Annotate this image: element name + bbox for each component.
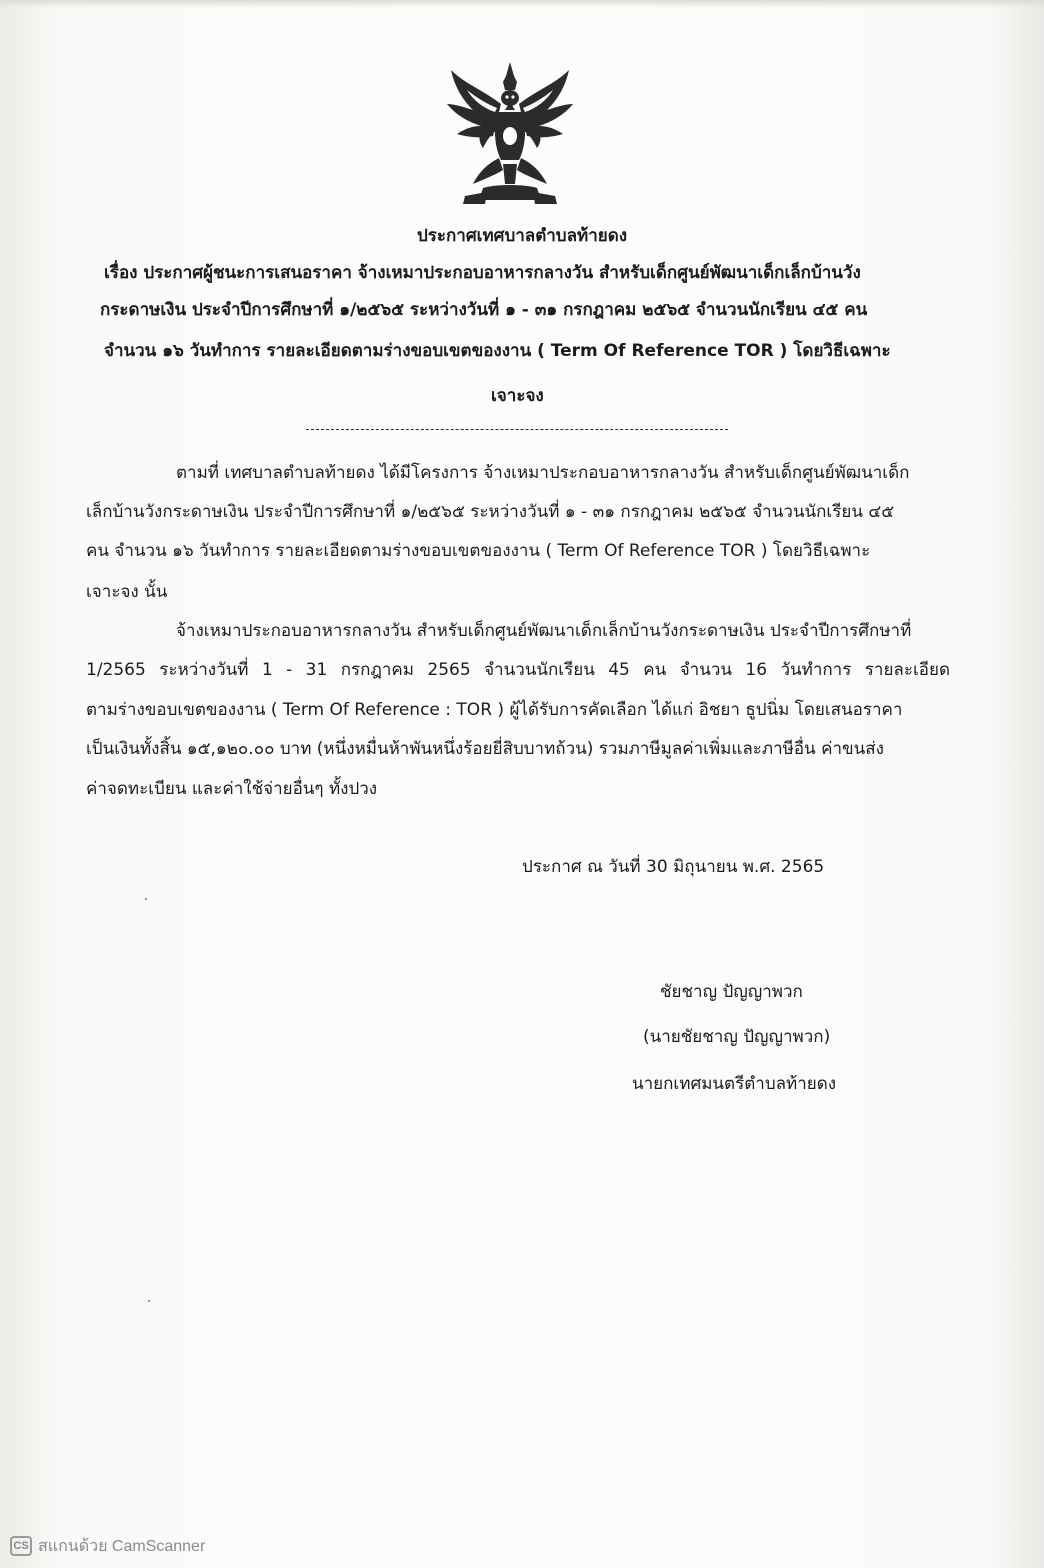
announcement-title: ประกาศเทศบาลตำบลท้ายดง — [416, 226, 628, 246]
paragraph2-line-5: ค่าจดทะเบียน และค่าใช้จ่ายอื่นๆ ทั้งปวง — [86, 779, 378, 799]
subject-line-4: เจาะจง — [491, 386, 544, 406]
subject-line-1: เรื่อง ประกาศผู้ชนะการเสนอราคา จ้างเหมาประกอบอาหารกลางวัน สำหรับเด็กศูนย์พัฒนาเด็กเล็กบ้านวัง — [104, 263, 861, 283]
divider-line — [306, 429, 728, 430]
camscanner-text: สแกนด้วย CamScanner — [38, 1537, 206, 1555]
scan-speck — [145, 898, 147, 900]
paragraph1-line-2: เล็กบ้านวังกระดาษเงิน ประจำปีการศึกษาที่ ๑/๒๕๖๕ ระหว่างวันที่ ๑ - ๓๑ กรกฎาคม ๒๕๖๕ จำนวนนักเรียน ๔๕ — [86, 502, 895, 522]
camscanner-logo-icon: CS — [10, 1536, 32, 1556]
paragraph2-line-2: 1/2565 ระหว่างวันที่ 1 - 31 กรกฎาคม 2565 จำนวนนักเรียน 45 คน จำนวน 16 วันทำการ รายละเอียด — [86, 660, 950, 680]
paragraph2-line-1: จ้างเหมาประกอบอาหารกลางวัน สำหรับเด็กศูนย์พัฒนาเด็กเล็กบ้านวังกระดาษเงิน ประจำปีการศึกษาที่ — [176, 621, 912, 641]
signature-name: ชัยชาญ ปัญญาพวก — [660, 982, 803, 1002]
paragraph2-line-3: ตามร่างขอบเขตของงาน ( Term Of Reference : TOR ) ผู้ได้รับการคัดเลือก ได้แก่ อิชยา ธูปนิ่ม โดยเสนอราคา — [86, 700, 903, 720]
paragraph2-line-2-wrap — [86, 656, 950, 683]
subject-line-2: กระดาษเงิน ประจำปีการศึกษาที่ ๑/๒๕๖๕ ระหว่างวันที่ ๑ - ๓๑ กรกฎาคม ๒๕๖๕ จำนวนนักเรียน ๔๕ คน — [100, 300, 868, 320]
signature-full-name: (นายชัยชาญ ปัญญาพวก) — [643, 1027, 831, 1047]
paragraph2-line-4: เป็นเงินทั้งสิ้น ๑๕,๑๒๐.๐๐ บาท (หนึ่งหมื่นห้าพันหนึ่งร้อยยี่สิบบาทถ้วน) รวมภาษีมูลค่าเพิ่มและภาษีอื่น ค่าขนส่ง — [86, 739, 884, 759]
paragraph1-line-1: ตามที่ เทศบาลตำบลท้ายดง ได้มีโครงการ จ้างเหมาประกอบอาหารกลางวัน สำหรับเด็กศูนย์พัฒนาเด็ก — [176, 463, 910, 483]
scan-speck — [148, 1300, 150, 1302]
scan-top-edge — [0, 0, 1044, 8]
camscanner-watermark — [10, 1534, 205, 1558]
paragraph1-line-4: เจาะจง นั้น — [86, 582, 168, 602]
garuda-emblem-icon — [443, 60, 577, 206]
announce-date: ประกาศ ณ วันที่ 30 มิถุนายน พ.ศ. 2565 — [522, 857, 825, 877]
paragraph1-line-3: คน จำนวน ๑๖ วันทำการ รายละเอียดตามร่างขอบเขตของงาน ( Term Of Reference TOR ) โดยวิธีเฉพาะ — [86, 541, 871, 561]
signature-position: นายกเทศมนตรีตำบลท้ายดง — [632, 1074, 837, 1094]
subject-line-3: จำนวน ๑๖ วันทำการ รายละเอียดตามร่างขอบเขตของงาน ( Term Of Reference TOR ) โดยวิธีเฉพาะ — [104, 341, 891, 361]
